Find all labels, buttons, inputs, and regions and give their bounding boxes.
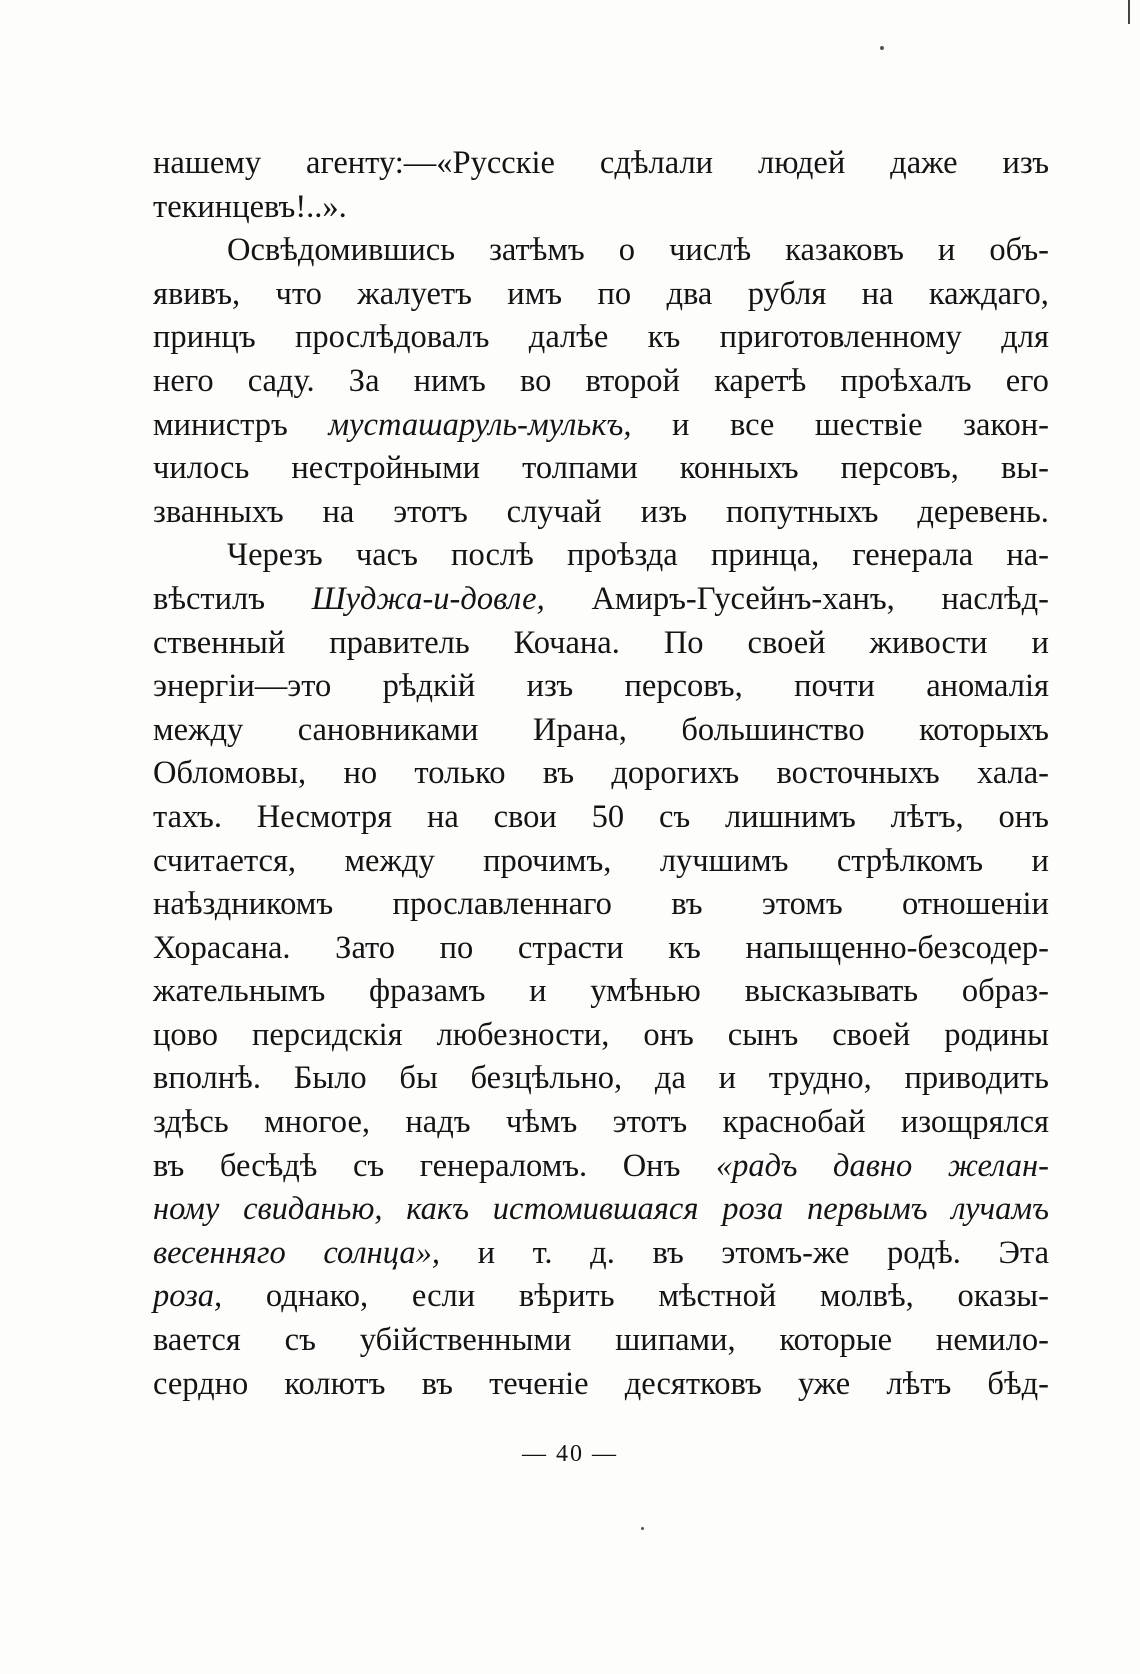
word: желан- [947,1147,1049,1184]
word: вполнѣ. [153,1060,261,1097]
word: вы- [1000,450,1049,487]
word: въ [542,755,575,792]
text-line [153,796,1049,840]
word: десятковъ [624,1365,762,1402]
word: правитель [329,624,470,661]
word: этотъ [393,493,468,530]
text-line [153,142,1049,186]
text-line [153,186,1049,230]
word: каждаго, [928,275,1049,312]
word: приводить [904,1060,1049,1097]
word: своей [747,624,826,661]
word: этотъ [612,1104,688,1141]
word: сердно [153,1365,249,1402]
word: генераломъ. [419,1147,588,1184]
word: лѣтъ [886,1365,952,1402]
word: званныхъ [153,493,284,530]
word: По [663,624,704,661]
word: первымъ [807,1191,928,1228]
word: для [1001,319,1049,356]
word: нашему [153,145,262,181]
word: и [1031,842,1049,879]
word: цово [153,1016,219,1053]
word: бесѣдѣ [219,1147,318,1184]
word: на- [1006,537,1049,574]
word: жалуетъ [357,275,472,312]
word: министръ [153,406,288,443]
word: этомъ-же [721,1234,850,1271]
word: надъ [405,1104,471,1141]
text-line [153,883,1049,927]
word: два [666,275,713,312]
word: молвѣ, [820,1278,914,1315]
word: только [414,755,506,792]
word: родѣ. [887,1234,961,1271]
word: онъ [643,1016,694,1053]
word: фразамъ [369,973,486,1010]
text-line [153,447,1049,491]
text-line [153,622,1049,666]
word: истомившаяся [492,1191,699,1228]
word: второй [585,362,680,399]
word: шипами, [615,1322,736,1359]
word: чилось [153,450,250,487]
word: между [153,711,244,748]
word: Зато [335,929,396,966]
word: и [937,232,956,269]
word: далѣе [528,319,609,356]
word: умѣнью [590,973,701,1010]
word: безцѣльно, [470,1060,623,1097]
scan-speck [880,46,884,50]
word: мѣстной [658,1278,777,1315]
word: прославленнаго [392,886,612,923]
word: колютъ [284,1365,386,1402]
word: ному [153,1191,220,1228]
word: конныхъ [679,450,799,487]
word: по [597,275,632,312]
word: любезности, [436,1016,610,1053]
text-line [153,1101,1049,1145]
word: персидскія [251,1016,403,1053]
word: чѣмъ [505,1104,578,1141]
word: образ- [961,973,1049,1010]
word: Амиръ-Гусейнъ-ханъ, [591,580,895,617]
word: съ [284,1322,316,1359]
text-line [153,1014,1049,1058]
word: изъ [1002,145,1049,181]
word: явивъ, [153,275,241,312]
text-line [153,1363,1049,1407]
word: своей [832,1016,911,1053]
word: почти [794,668,875,705]
text-line [153,665,1049,709]
word: прослѣдовалъ [295,319,490,356]
text-line [153,404,1049,448]
text-line [153,1319,1049,1363]
word: съ [352,1147,385,1184]
text-line [153,229,1049,273]
text-line [153,360,1049,404]
word: изъ [640,493,688,530]
word: персовъ, [624,668,743,705]
text-line [153,578,1049,622]
word: онъ [998,798,1049,835]
word: энергіи—это [153,668,332,705]
word: въ [671,886,703,923]
word: весенняго [153,1234,286,1271]
text-line [153,1275,1049,1319]
word: по [439,929,474,966]
word: попутныхъ [725,493,879,530]
word: въ [652,1234,684,1271]
word: объ- [989,232,1049,269]
word: солнца», [323,1234,441,1271]
word: жательнымъ [153,973,326,1010]
word: Было [293,1060,367,1097]
word: на [426,798,459,835]
word: но [343,755,378,792]
word: давно [833,1147,913,1184]
word: нимъ [413,362,486,399]
word: казаковъ [785,232,904,269]
word: бѣд- [987,1365,1049,1402]
word: что [275,275,322,312]
word: уже [797,1365,851,1402]
word: о [618,232,636,269]
word: большинство [681,711,865,748]
word: наѣздникомъ [153,886,334,923]
word: какъ [406,1191,469,1228]
word: вается [153,1322,241,1359]
text-line [153,534,1049,578]
word: бы [399,1060,438,1097]
word: считается, [153,842,297,879]
word: числѣ [669,232,752,269]
text-line [153,1145,1049,1189]
word: роза, [153,1278,223,1315]
word: и [477,1234,496,1271]
text-line [153,491,1049,535]
word: нестройными [291,450,481,487]
word: сдѣлали [599,145,714,181]
word: и [1031,624,1049,661]
word: Ирана, [532,711,627,748]
word: теченіе [489,1365,589,1402]
word: къ [668,929,701,966]
word: каретѣ [714,362,807,399]
word: часъ [355,537,418,574]
word: лучшимъ [659,842,789,879]
word: прочимъ, [483,842,612,879]
word: родины [944,1016,1049,1053]
word: деревень. [917,493,1049,530]
word: принца, [710,537,820,574]
word: проѣзда [566,537,678,574]
word: многое, [264,1104,370,1141]
page-number: — 40 — [522,1441,618,1467]
word: д. [590,1234,615,1271]
text-line [153,927,1049,971]
word: которыхъ [919,711,1049,748]
word: толпами [522,450,638,487]
word: шествіе [814,406,923,443]
word: рубля [747,275,827,312]
text-line [153,316,1049,360]
word: агенту:—«Русскіе [306,145,555,181]
word: если [411,1278,476,1315]
word: лишнимъ [725,798,856,835]
word: наслѣд- [941,580,1049,617]
word: послѣ [451,537,534,574]
word: даже [890,145,958,181]
word: рѣдкій [382,668,476,705]
word: текинцевъ!..». [153,188,347,225]
word: 50 [591,798,625,835]
word: т. [532,1234,553,1271]
word: въ [421,1365,453,1402]
word: краснобай [722,1104,866,1141]
text-line [153,1232,1049,1276]
word: саду. [247,362,315,399]
word: За [348,362,380,399]
word: принцъ [153,319,256,356]
word: однако, [265,1278,369,1315]
word: Шуджа-и-довле, [311,580,545,617]
word: съ [658,798,691,835]
word: изъ [526,668,574,705]
word: и [529,973,547,1010]
word: свиданью, [243,1191,383,1228]
word: на [322,493,355,530]
word: на [861,275,894,312]
word: Черезъ [227,537,323,574]
word: которые [779,1322,893,1359]
word: и [672,406,690,443]
scan-speck [641,1527,644,1530]
text-line [153,1188,1049,1232]
text-line [153,273,1049,317]
word: Несмотря [256,798,393,835]
word: имъ [507,275,563,312]
word: дорогихъ [611,755,740,792]
word: отношеніи [902,886,1049,923]
word: немило- [935,1322,1049,1359]
word: Хорасана. [153,929,291,966]
word: Онъ [622,1147,681,1184]
word: восточныхъ [776,755,940,792]
word: людей [758,145,846,181]
word: во [519,362,552,399]
scan-edge-mark [1128,0,1130,24]
word: закон- [963,406,1049,443]
word: и [718,1060,737,1097]
word: затѣмъ [489,232,585,269]
word: ственный [153,624,286,661]
word: лучамъ [951,1191,1049,1228]
word: трудно, [768,1060,872,1097]
word: Эта [998,1234,1049,1271]
word: высказывать [744,973,919,1010]
word: этомъ [761,886,843,923]
text-line [153,840,1049,884]
word: живости [869,624,988,661]
word: генерала [852,537,974,574]
word: тахъ. [153,798,222,835]
word: Кочана. [513,624,620,661]
word: въ [153,1147,185,1184]
word: его [1005,362,1049,399]
word: проѣхалъ [840,362,972,399]
word: персовъ, [840,450,959,487]
word: мусташаруль-мулькъ, [328,406,632,443]
word: къ [647,319,681,356]
word: свои [493,798,557,835]
text-line [153,970,1049,1014]
word: него [153,362,214,399]
word: лѣтъ, [890,798,964,835]
word: страсти [517,929,624,966]
text-line [153,1057,1049,1101]
word: убійственными [359,1322,572,1359]
text-line [153,709,1049,753]
word: да [654,1060,686,1097]
word: все [729,406,775,443]
text-line [153,752,1049,796]
word: приготовленному [719,319,962,356]
word: вѣстилъ [153,580,266,617]
word: напыщенно-безсодер- [745,929,1049,966]
word: здѣсь [153,1104,229,1141]
word: аномалія [926,668,1049,705]
word: оказы- [957,1278,1049,1315]
word: сынъ [727,1016,799,1053]
word: изощрялся [900,1104,1049,1141]
word: стрѣлкомъ [836,842,984,879]
word: роза [722,1191,784,1228]
word: Обломовы, [153,755,307,792]
word: хала- [977,755,1049,792]
word: случай [506,493,602,530]
word: между [344,842,435,879]
word: Освѣдомившись [227,232,456,269]
word: «радъ [715,1147,798,1184]
word: вѣрить [518,1278,615,1315]
body-text [153,142,1049,1406]
word: сановниками [297,711,479,748]
